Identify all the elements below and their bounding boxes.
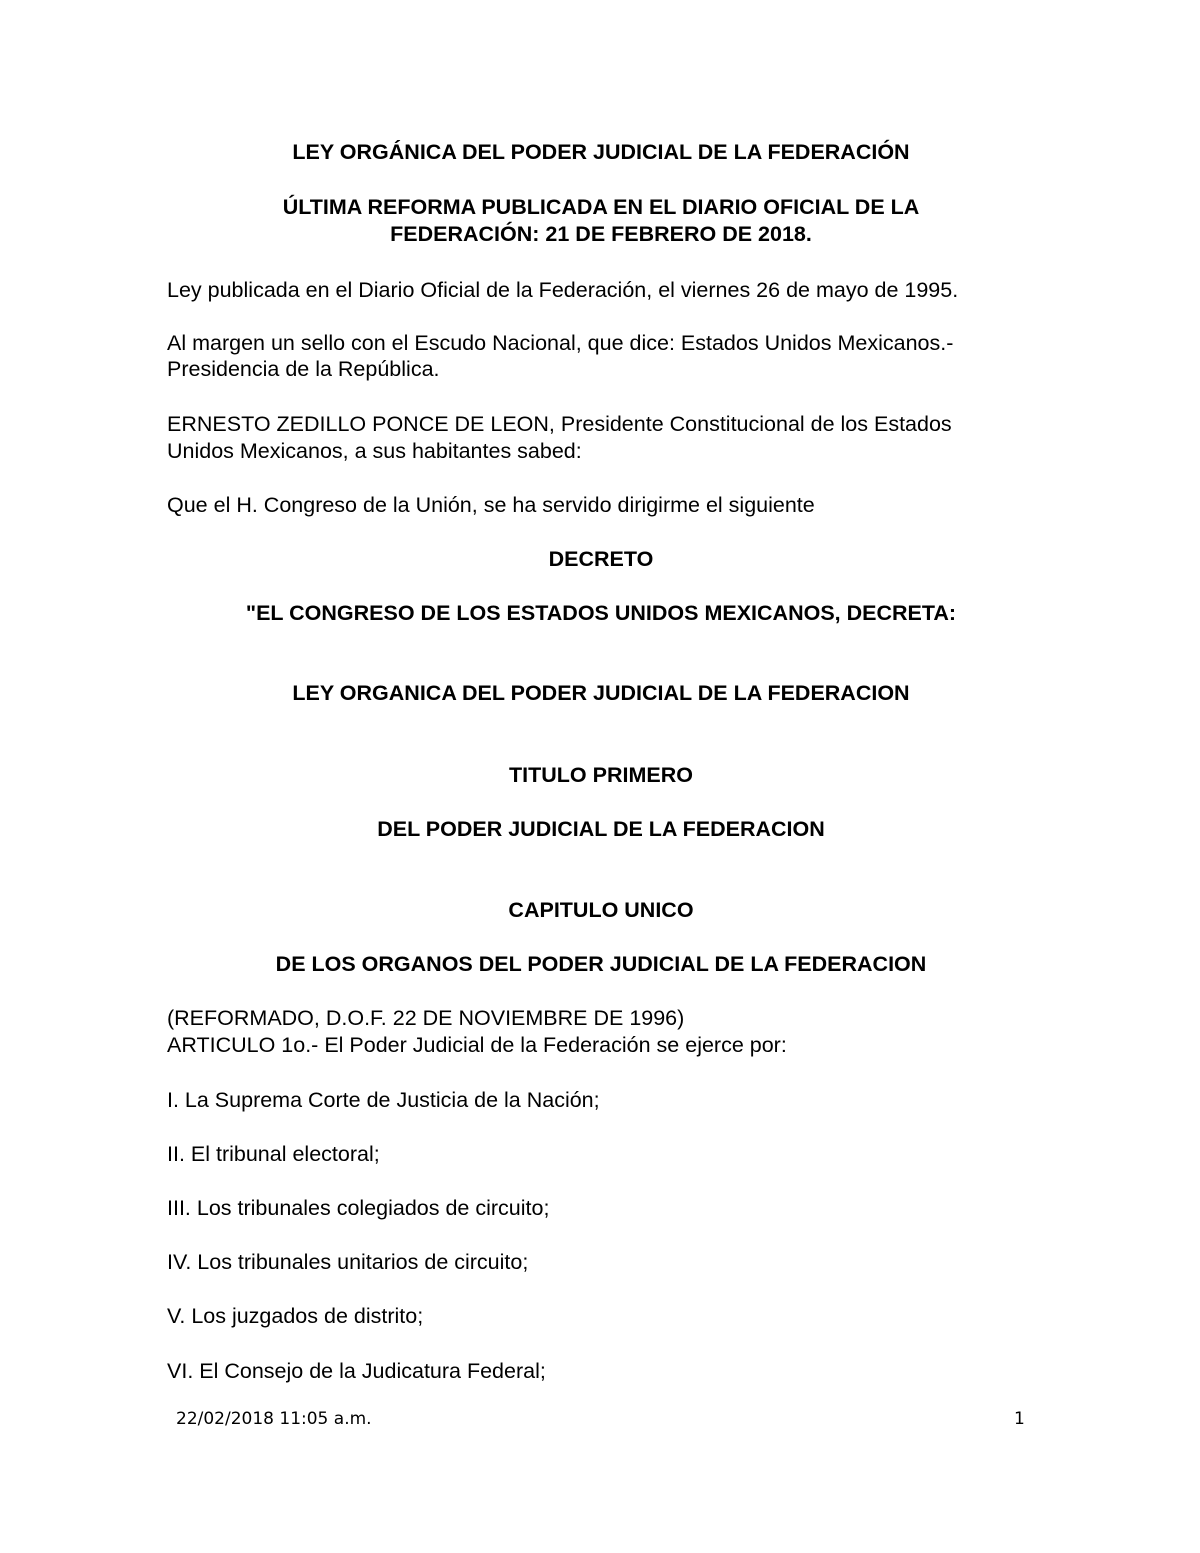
list-item: I. La Suprema Corte de Justicia de la Nación;	[167, 1088, 600, 1112]
article-1-text: ARTICULO 1o.- El Poder Judicial de la Federación se ejerce por:	[167, 1033, 787, 1057]
footer-timestamp: 22/02/2018 11:05 a.m.	[176, 1409, 372, 1429]
list-item: II. El tribunal electoral;	[167, 1142, 380, 1166]
reform-annotation: (REFORMADO, D.O.F. 22 DE NOVIEMBRE DE 1996)	[167, 1006, 685, 1030]
list-item: V. Los juzgados de distrito;	[167, 1304, 424, 1328]
president-paragraph-line-2: Unidos Mexicanos, a sus habitantes sabed:	[167, 439, 582, 463]
seal-paragraph-line-2: Presidencia de la República.	[167, 357, 440, 381]
page-number: 1	[1014, 1409, 1025, 1429]
reform-note-line-2: FEDERACIÓN: 21 DE FEBRERO DE 2018.	[390, 222, 812, 246]
document-title: LEY ORGÁNICA DEL PODER JUDICIAL DE LA FEDERACIÓN	[292, 140, 910, 164]
capitulo-heading: CAPITULO UNICO	[508, 898, 694, 922]
titulo-name-heading: DEL PODER JUDICIAL DE LA FEDERACION	[377, 817, 825, 841]
publication-paragraph: Ley publicada en el Diario Oficial de la Federación, el viernes 26 de mayo de 1995.	[167, 278, 959, 302]
decreta-heading: "EL CONGRESO DE LOS ESTADOS UNIDOS MEXICANOS, DECRETA:	[245, 601, 957, 625]
reform-note-line-1: ÚLTIMA REFORMA PUBLICADA EN EL DIARIO OFICIAL DE LA	[282, 195, 920, 219]
titulo-heading: TITULO PRIMERO	[509, 763, 693, 787]
list-item: IV. Los tribunales unitarios de circuito;	[167, 1250, 529, 1274]
list-item: III. Los tribunales colegiados de circuito;	[167, 1196, 550, 1220]
seal-paragraph-line-1: Al margen un sello con el Escudo Nacional, que dice: Estados Unidos Mexicanos.-	[167, 331, 954, 355]
decreto-heading: DECRETO	[548, 547, 654, 571]
congress-paragraph: Que el H. Congreso de la Unión, se ha servido dirigirme el siguiente	[167, 493, 815, 517]
president-paragraph-line-1: ERNESTO ZEDILLO PONCE DE LEON, Presidente Constitucional de los Estados	[167, 412, 952, 436]
capitulo-name-heading: DE LOS ORGANOS DEL PODER JUDICIAL DE LA FEDERACION	[275, 952, 927, 976]
list-item: VI. El Consejo de la Judicatura Federal;	[167, 1359, 546, 1383]
law-title-heading: LEY ORGANICA DEL PODER JUDICIAL DE LA FEDERACION	[292, 681, 910, 705]
